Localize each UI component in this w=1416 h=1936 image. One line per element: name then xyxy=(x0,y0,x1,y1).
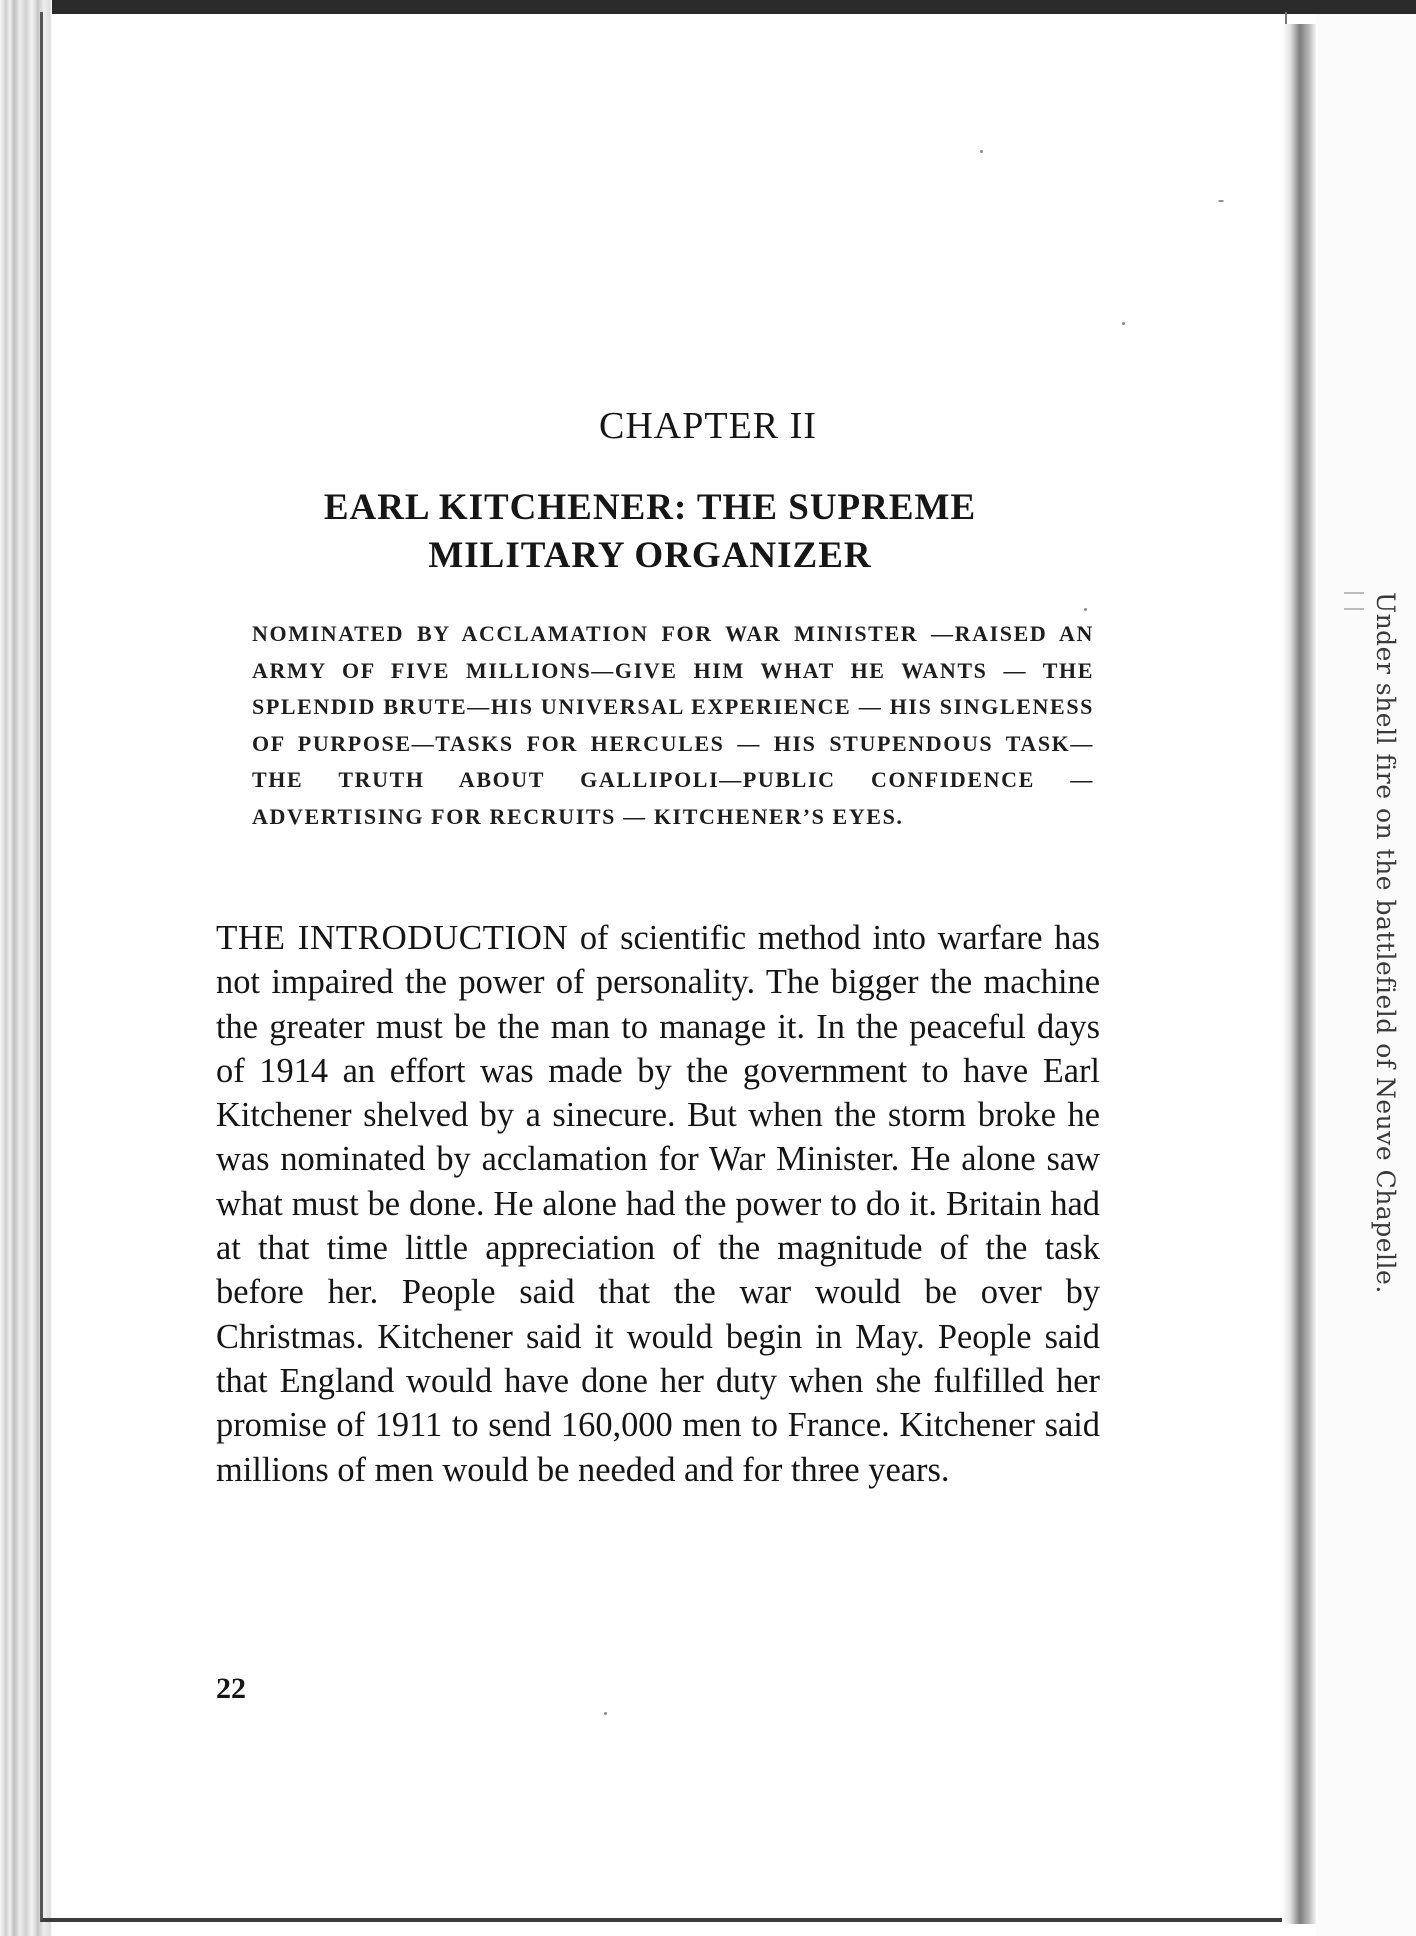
chapter-title xyxy=(230,484,1070,580)
chapter-title-line-1: EARL KITCHENER: THE SUPREME xyxy=(323,487,977,528)
chapter-summary: NOMINATED BY ACCLAMATION FOR WAR MINISTER —RAISED AN ARMY OF FIVE MILLIONS—GIVE HIM WHAT HE WANTS — THE SPLENDID BRUTE—HIS UNIVERSAL EXPERIENCE — HIS SINGLENESS OF PURPOSE—TASKS FOR HERCULES — HIS STUPENDOUS TASK—THE TRUTH ABOUT GALLIPOLI—PUBLIC CONFIDENCE — ADVERTISING FOR RECRUITS — KITCHENER’S EYES. xyxy=(252,621,1094,829)
scan-speck xyxy=(604,1712,607,1715)
chapter-label: CHAPTER II xyxy=(599,405,817,447)
scan-speck xyxy=(980,150,983,153)
body-text: of scientific method into warfare has not impaired the power of personality. The bigger the machine the greater must be the man to manage it. In the peaceful days of 1914 an effort was made by the government to have Earl Kitchener shelved by a sinecure. But when the storm broke he was nominated by acclamation for War Minister. He alone saw what must be done. He alone had the power to do it. Britain had at that time little appreciation of the magnitude of the task before her. People said that the war would be over by Christmas. Kitchener said it would begin in May. People said that England would have done her duty when she fulfilled her promise of 1911 to send 160,000 men to France. Kitchener said millions of men would be needed and for three years. xyxy=(216,919,1101,1489)
page-gutter-shadow xyxy=(1282,24,1316,1924)
page-number: 22 xyxy=(216,1672,246,1705)
facing-page-caption: Under shell fire on the battlefield of Neuve Chapelle. xyxy=(1371,592,1400,1294)
scan-speck xyxy=(1084,608,1087,611)
facing-page-rule xyxy=(1344,592,1364,610)
body-lead-in: THE INTRODUCTION xyxy=(216,918,569,957)
facing-page xyxy=(1316,14,1416,1936)
chapter-title-line-2: MILITARY ORGANIZER xyxy=(428,535,872,576)
scan-speck xyxy=(1218,200,1224,202)
scan-speck xyxy=(1122,322,1125,325)
body-paragraph xyxy=(216,916,1100,1492)
